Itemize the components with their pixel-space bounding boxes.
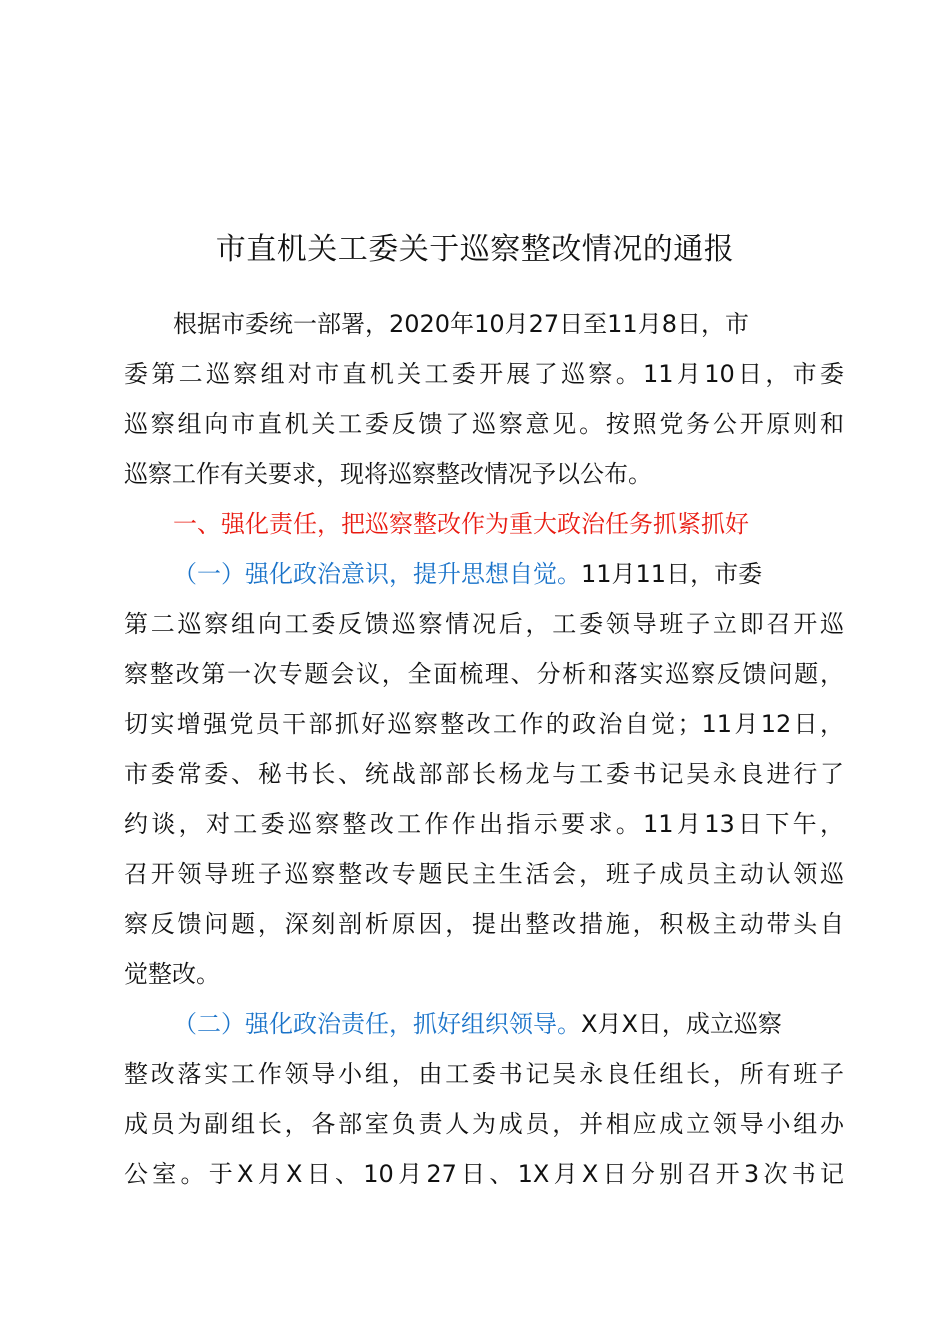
subsection-heading-1: （一）强化政治意识，提升思想自觉。 bbox=[173, 560, 581, 588]
paragraph-line: 市委常委、秘书长、统战部部长杨龙与工委书记吴永良进行了 bbox=[124, 760, 844, 788]
section-heading-1: 一、强化责任，把巡察整改作为重大政治任务抓紧抓好 bbox=[173, 510, 749, 538]
paragraph-line: 察反馈问题，深刻剖析原因，提出整改措施，积极主动带头自 bbox=[124, 910, 844, 938]
paragraph-line: 切实增强党员干部抓好巡察整改工作的政治自觉；11月12日， bbox=[124, 710, 844, 738]
paragraph-line: 召开领导班子巡察整改专题民主生活会，班子成员主动认领巡 bbox=[124, 860, 844, 888]
paragraph-line: 第二巡察组向工委反馈巡察情况后，工委领导班子立即召开巡 bbox=[124, 610, 844, 638]
paragraph-line: 公室。于X月X日、10月27日、1X月X日分别召开3次书记 bbox=[124, 1160, 844, 1188]
intro-line-4: 巡察工作有关要求，现将巡察整改情况予以公布。 bbox=[124, 460, 652, 488]
subsection-2-lead-text: X月X日，成立巡察 bbox=[581, 1010, 782, 1038]
intro-line-1: 根据市委统一部署，2020年10月27日至11月8日，市 bbox=[173, 310, 749, 338]
intro-line-3: 巡察组向市直机关工委反馈了巡察意见。按照党务公开原则和 bbox=[124, 410, 844, 438]
subsection-2-first-line bbox=[173, 999, 844, 1049]
intro-line-2: 委第二巡察组对市直机关工委开展了巡察。11月10日，市委 bbox=[124, 360, 844, 388]
paragraph-line: 觉整改。 bbox=[124, 960, 220, 988]
paragraph-line: 察整改第一次专题会议，全面梳理、分析和落实巡察反馈问题， bbox=[124, 660, 844, 688]
paragraph-line: 成员为副组长，各部室负责人为成员，并相应成立领导小组办 bbox=[124, 1110, 844, 1138]
paragraph-line: 整改落实工作领导小组，由工委书记吴永良任组长，所有班子 bbox=[124, 1060, 844, 1088]
subsection-heading-2: （二）强化政治责任，抓好组织领导。 bbox=[173, 1010, 581, 1038]
paragraph-line: 约谈，对工委巡察整改工作作出指示要求。11月13日下午， bbox=[124, 810, 844, 838]
subsection-1-first-line bbox=[173, 549, 844, 599]
subsection-1-lead-text: 11月11日，市委 bbox=[581, 560, 763, 588]
document-title: 市直机关工委关于巡察整改情况的通报 bbox=[215, 232, 735, 267]
